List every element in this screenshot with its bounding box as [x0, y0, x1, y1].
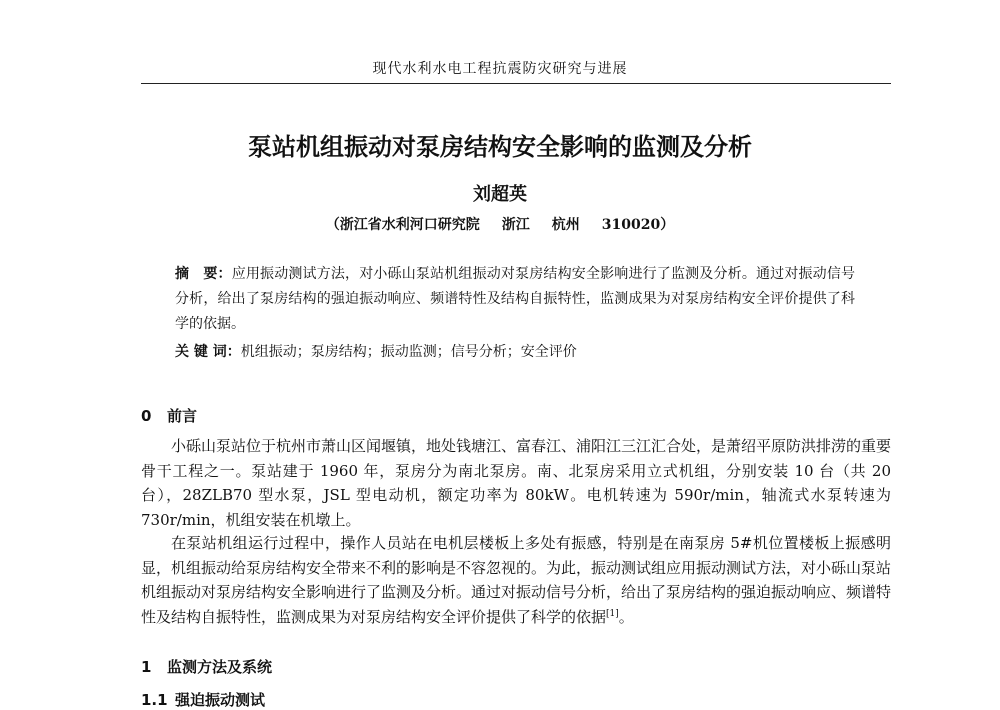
affiliation-postcode: 310020	[601, 217, 661, 233]
affiliation-institute: 浙江省水利河口研究院	[339, 217, 480, 233]
citation-ref: [1]	[606, 608, 619, 619]
keywords-text: 机组振动；泵房结构；振动监测；信号分析；安全评价	[240, 344, 577, 360]
running-header: 现代水利水电工程抗震防灾研究与进展	[372, 61, 628, 77]
affiliation-province: 浙江	[501, 217, 530, 233]
affiliation-city: 杭州	[551, 217, 580, 233]
section-number: 1.1	[141, 691, 168, 709]
affiliation-close: ）	[660, 217, 675, 233]
abstract	[175, 262, 855, 337]
author-name: 刘超英	[473, 184, 527, 205]
paragraph-text: 在泵站机组运行过程中，操作人员站在电机层楼板上多处有振感，特别是在南泵房 5#机位置楼板上振感明显，机组振动给泵房结构安全带来不利的影响是不容忽视的。为此，振动测试组应用振动测试方法，对小砾山泵站机组振动对泵房结构安全影响进行了监测及分析。通过对振动信号分析，给出了泵房结构的强迫振动响应、频谱特性及结构自振特性，监测成果为对泵房结构安全评价提供了科学的依据	[141, 534, 892, 626]
keywords	[175, 340, 855, 365]
paper-title: 泵站机组振动对泵房结构安全影响的监测及分析	[248, 133, 752, 161]
section-heading-1	[141, 656, 272, 677]
affiliation	[0, 214, 1000, 234]
paragraph-end: 。	[618, 607, 634, 626]
section-number: 1	[141, 658, 152, 676]
section-title: 强迫振动测试	[175, 691, 266, 709]
body-paragraph-2	[141, 531, 891, 629]
section-title: 监测方法及系统	[167, 658, 273, 676]
body-paragraph-1: 小砾山泵站位于杭州市萧山区闻堰镇，地处钱塘江、富春江、浦阳江三江汇合处，是萧绍平原防洪排涝的重要骨干工程之一。泵站建于 1960 年，泵房分为南北泵房。南、北泵房采用立式机组，分别安装 10 台（共 20 台），28ZLB70 型水泵，JSL 型电动机，额定功率为 80kW。电机转速为 590r/min，轴流式水泵转速为 730r/min，机组安装在机墩上。	[141, 437, 892, 529]
section-heading-1-1	[141, 689, 265, 710]
header-rule	[141, 83, 891, 84]
affiliation-open: （	[325, 217, 340, 233]
abstract-text: 应用振动测试方法，对小砾山泵站机组振动对泵房结构安全影响进行了监测及分析。通过对振动信号分析，给出了泵房结构的强迫振动响应、频谱特性及结构自振特性，监测成果为对泵房结构安全评价提供了科学的依据。	[175, 266, 856, 332]
abstract-label: 摘 要：	[175, 266, 232, 282]
section-title: 前言	[167, 407, 198, 425]
keywords-label: 关 键 词：	[175, 344, 241, 360]
section-heading-0	[141, 405, 197, 426]
section-number: 0	[141, 407, 152, 425]
